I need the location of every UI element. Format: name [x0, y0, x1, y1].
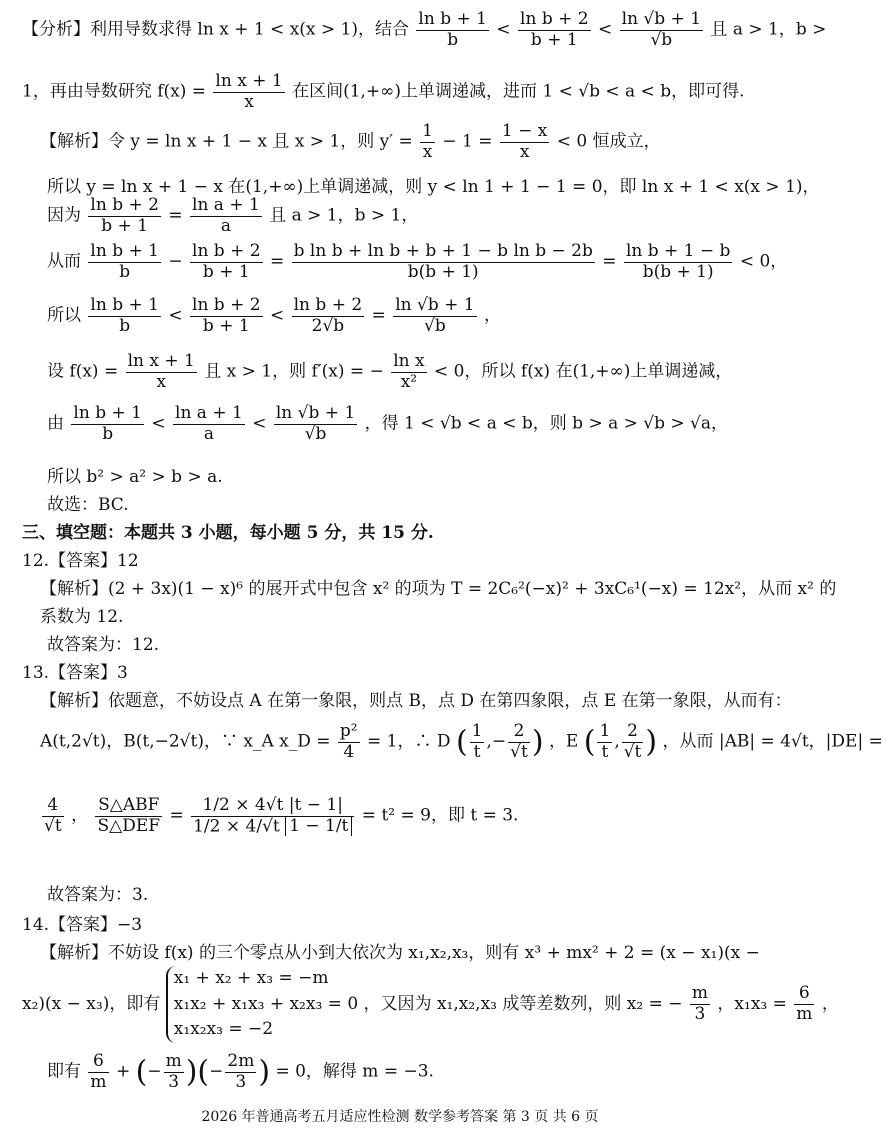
fraction: $\frac{\ln √b + 1}{√b}$ — [395, 295, 475, 336]
fraction: $\frac{6}{m}$ — [90, 1051, 107, 1092]
fraction: $\frac{2m}{3}$ — [227, 1051, 255, 1092]
q13-solution: 【解析】依题意，不妨设点 A 在第一象限，则点 B，点 D 在第四象限，点 E 在第一象限，从而有： — [40, 691, 792, 711]
fraction: $\frac{\text{ln b + 1}}{b}$ — [73, 403, 142, 444]
solution-line-3: 因为 $\frac{\text{ln b + 2}}{b + 1}$ = $\frac{\text{ln a + 1}}{a}$ 且 a > 1，b > 1， — [47, 195, 419, 236]
big-fraction: $\frac{1/2 \times 4√t |t - 1|}{1/2 \times 4/√t 1 - 1/t}$ — [191, 796, 354, 836]
solution-final: 故选：BC. — [47, 495, 129, 515]
fraction: $\frac{\text{ln b + 1}}{b}$ — [418, 9, 487, 50]
q14-line-2: x₂)(x − x₃)，即有 x₁ + x₂ + x₃ = −m x₁x₂ + x₁x₃ + x₂x₃ = 0 x₁x₂x₃ = −2 ，又因为 x₁,x₂,x₃ 成等差数列，则 x₂ = − $\frac{m}{3}$ ，x₁x₃ = $\frac{6}{m}$ ， — [22, 966, 839, 1043]
fraction: $\frac{4}{√t}$ — [44, 795, 62, 836]
equation-system: x₁ + x₂ + x₃ = −m x₁x₂ + x₁x₃ + x₂x₃ = 0 x₁x₂x₃ = −2 — [166, 966, 358, 1043]
q12-answer: 12.【答案】12 — [22, 551, 139, 571]
fraction: $\frac{\text{ln b + 2}}{b + 1}$ — [192, 295, 261, 336]
q13-final: 故答案为：3. — [47, 885, 149, 905]
fraction: $\frac{\ln √b + 1}{√b}$ — [621, 9, 702, 50]
fraction: $\frac{\text{ln b + 1}}{b}$ — [90, 295, 159, 336]
fraction: $\frac{m}{3}$ — [165, 1051, 182, 1092]
fraction: $\frac{\text{p²}}{4}$ — [339, 721, 358, 762]
fraction: $\frac{\text{ln a + 1}}{a}$ — [192, 195, 260, 236]
q14-solution: 【解析】不妨设 f(x) 的三个零点从小到大依次为 x₁,x₂,x₃，则有 x³ + mx² + 2 = (x − x₁)(x − — [40, 943, 760, 963]
fraction: $\frac{1}{t}$ — [599, 721, 611, 762]
solution-line-5: 所以 $\frac{\text{ln b + 1}}{b}$ < $\frac{\text{ln b + 2}}{b + 1}$ < $\frac{\text{ln b + 2}}{2√b}$ = $\frac{\ln √b + 1}{√b}$ ， — [47, 295, 502, 336]
q14-line-3: 即有 $\frac{6}{m}$ + (− $\frac{m}{3}$ )(− $\frac{2m}{3}$ ) = 0，解得 m = −3. — [47, 1051, 434, 1092]
solution-line-8: 所以 b² > a² > b > a. — [47, 467, 223, 487]
fraction: $\frac{\text{ln b + 2}}{b + 1}$ — [520, 9, 589, 50]
analysis-line-1: 【分析】利用导数求得 ln x + 1 < x(x > 1)，结合 $\frac{\text{ln b + 1}}{b}$ < $\frac{\text{ln b + 2}}{b + 1}$ < $\frac{\ln √b + 1}{√b}$ 且 a > 1，b > — [22, 9, 827, 50]
fraction: $\frac{6}{m}$ — [796, 983, 813, 1024]
q12-solution-cont: 系数为 12. — [40, 607, 124, 627]
fraction: $\frac{\text{ln b + 2}}{2√b}$ — [293, 295, 363, 336]
section-heading: 三、填空题：本题共 3 小题，每小题 5 分，共 15 分. — [22, 523, 434, 543]
fraction: $\frac{\text{ln b + 2}}{b + 1}$ — [90, 195, 159, 236]
fraction: $\frac{\text{ln b + 1}}{b}$ — [90, 241, 159, 282]
solution-line-1: 【解析】令 y = ln x + 1 − x 且 x > 1，则 y′ = $\frac{1}{x}$ − 1 = $\frac{1 - x}{x}$ < 0 恒成立， — [40, 121, 661, 162]
analysis-text: 【分析】利用导数求得 ln x + 1 < x(x > 1)，结合 — [22, 19, 410, 40]
q13-line-2: A(t,2√t)，B(t,−2√t)，∵ x_A x_D = $\frac{\text{p²}}{4}$ = 1，∴ D ( $\frac{1}{t}$ ,− $\frac{2}{√t}$ ) ，E ( $\frac{1}{t}$ , $\frac{2}{√t}$ ) ，从而 |AB| = 4√t，|DE| = — [40, 721, 883, 762]
fraction: $\frac{2}{√t}$ — [510, 721, 528, 762]
solution-line-2: 所以 y = ln x + 1 − x 在(1,+∞)上单调递减，则 y < ln 1 + 1 − 1 = 0，即 ln x + 1 < x(x > 1)， — [47, 177, 820, 197]
fraction: $\frac{m}{3}$ — [691, 983, 709, 1024]
page-footer: 2026 年普通高考五月适应性检测 数学参考答案 第 3 页 共 6 页 — [201, 1109, 599, 1125]
fraction: $\frac{\ln √b + 1}{√b}$ — [275, 403, 356, 444]
solution-line-4: 从而 $\frac{\text{ln b + 1}}{b}$ − $\frac{\text{ln b + 2}}{b + 1}$ = $\frac{\text{b ln b + ln b + b + 1 − b ln b − 2b}}{b(b + 1)}$ = $\frac{\text{ln b + 1 − b}}{b(b + 1)}$ < 0， — [47, 241, 788, 282]
fraction: $\frac{1 - x}{x}$ — [501, 121, 548, 162]
solution-line-6: 设 f(x) = $\frac{\text{ln x + 1}}{x}$ 且 x > 1，则 f′(x) = − $\frac{\text{ln x}}{\text{x²}}$ < 0，所以 f(x) 在(1,+∞)上单调递减， — [47, 351, 733, 392]
solution-line-7: 由 $\frac{\text{ln b + 1}}{b}$ < $\frac{\text{ln a + 1}}{a}$ < $\frac{\ln √b + 1}{√b}$ ，得 1 < √b < a < b，则 b > a > √b > √a， — [47, 403, 729, 444]
fraction: $\frac{1}{x}$ — [422, 121, 433, 162]
q13-answer: 13.【答案】3 — [22, 663, 128, 683]
fraction: $\frac{\text{ln x + 1}}{x}$ — [127, 351, 195, 392]
fraction: $\frac{\text{ln a + 1}}{a}$ — [175, 403, 243, 444]
q13-line-3: $\frac{4}{√t}$ ， $\frac{\text{S△ABF}}{\text{S△DEF}}$ = $\frac{1/2 \times 4√t |t - 1|}{1/2 \times 4/√t 1 - 1/t}$ = t² = 9，即 t = 3. — [44, 795, 519, 836]
fraction: $\frac{\text{S△ABF}}{\text{S△DEF}}$ — [97, 795, 161, 836]
fraction: $\frac{\text{ln b + 1 − b}}{b(b + 1)}$ — [625, 241, 731, 282]
fraction: $\frac{\text{ln b + 2}}{b + 1}$ — [192, 241, 261, 282]
fraction: $\frac{\text{b ln b + ln b + b + 1 − b ln b − 2b}}{b(b + 1)}$ — [293, 241, 593, 282]
fraction: $\frac{1}{t}$ — [471, 721, 483, 762]
q14-answer: 14.【答案】−3 — [22, 915, 143, 935]
fraction: $\frac{\text{ln x + 1}}{x}$ — [215, 71, 283, 112]
q12-solution: 【解析】(2 + 3x)(1 − x)⁶ 的展开式中包含 x² 的项为 T = 2C₆²(−x)² + 3xC₆¹(−x) = 12x²，从而 x² 的 — [40, 579, 837, 599]
q12-final: 故答案为：12. — [47, 635, 160, 655]
fraction: $\frac{2}{√t}$ — [623, 721, 642, 762]
analysis-line-2: 1，再由导数研究 f(x) = $\frac{\text{ln x + 1}}{x}$ 在区间(1,+∞)上单调递减，进而 1 < √b < a < b，即可得. — [22, 71, 745, 112]
fraction: $\frac{\text{ln x}}{\text{x²}}$ — [393, 351, 425, 392]
